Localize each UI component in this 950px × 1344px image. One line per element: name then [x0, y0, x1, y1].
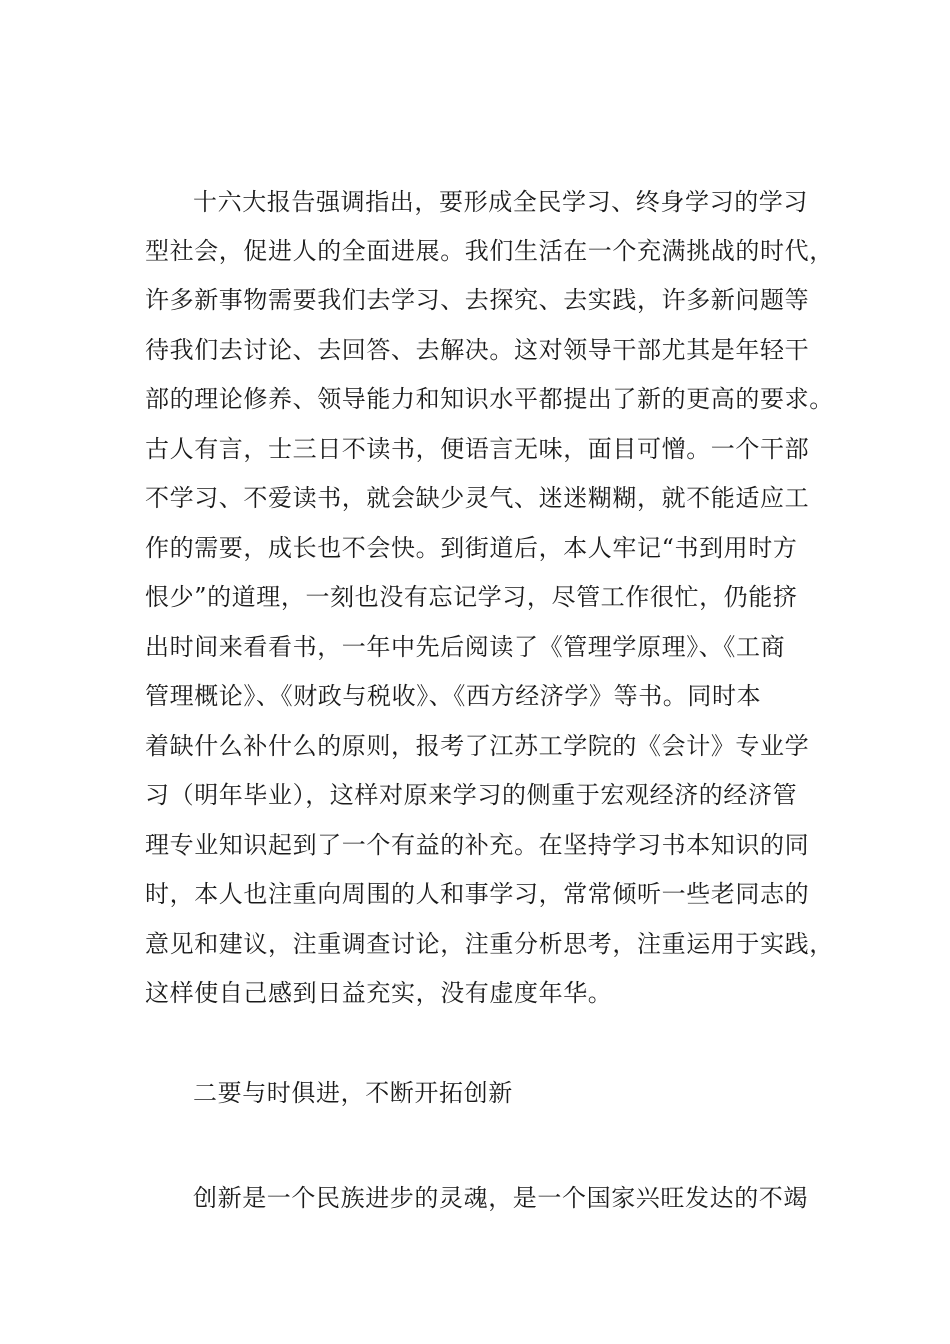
text-line: 恨少”的道理，一刻也没有忘记学习，尽管工作很忙，仍能挤: [145, 583, 798, 611]
text-line: 不学习、不爱读书，就会缺少灵气、迷迷糊糊，就不能适应工: [145, 484, 810, 512]
text-line: 时，本人也注重向周围的人和事学习，常常倾听一些老同志的: [145, 880, 810, 908]
text-line: 习（明年毕业），这样对原来学习的侧重于宏观经济的经济管: [145, 781, 798, 809]
text-line: 部的理论修养、领导能力和知识水平都提出了新的更高的要求。: [145, 385, 834, 413]
text-line: 着缺什么补什么的原则，报考了江苏工学院的《会计》专业学: [145, 732, 810, 760]
text-line: 作的需要，成长也不会快。到街道后，本人牢记“书到用时方: [145, 534, 798, 562]
text-line: 意见和建议，注重调查讨论，注重分析思考，注重运用于实践，: [145, 930, 834, 958]
text-line: 古人有言，士三日不读书，便语言无味，面目可憎。一个干部: [145, 435, 810, 463]
text-line: 理专业知识起到了一个有益的补充。在坚持学习书本知识的同: [145, 831, 810, 859]
text-line: 创新是一个民族进步的灵魂，是一个国家兴旺发达的不竭: [193, 1184, 808, 1212]
text-line: 十六大报告强调指出，要形成全民学习、终身学习的学习: [193, 188, 808, 216]
text-line: 型社会，促进人的全面进展。我们生活在一个充满挑战的时代，: [145, 237, 834, 265]
text-line: 待我们去讨论、去回答、去解决。这对领导干部尤其是年轻干: [145, 336, 810, 364]
section-heading: 二要与时俱进，不断开拓创新: [193, 1079, 513, 1107]
text-line: 出时间来看看书，一年中先后阅读了《管理学原理》、《工商: [145, 633, 786, 661]
text-line: 许多新事物需要我们去学习、去探究、去实践，许多新问题等: [145, 286, 810, 314]
text-line: 这样使自己感到日益充实，没有虚度年华。: [145, 979, 613, 1007]
text-line: 管理概论》、《财政与税收》、《西方经济学》等书。同时本: [145, 682, 762, 710]
